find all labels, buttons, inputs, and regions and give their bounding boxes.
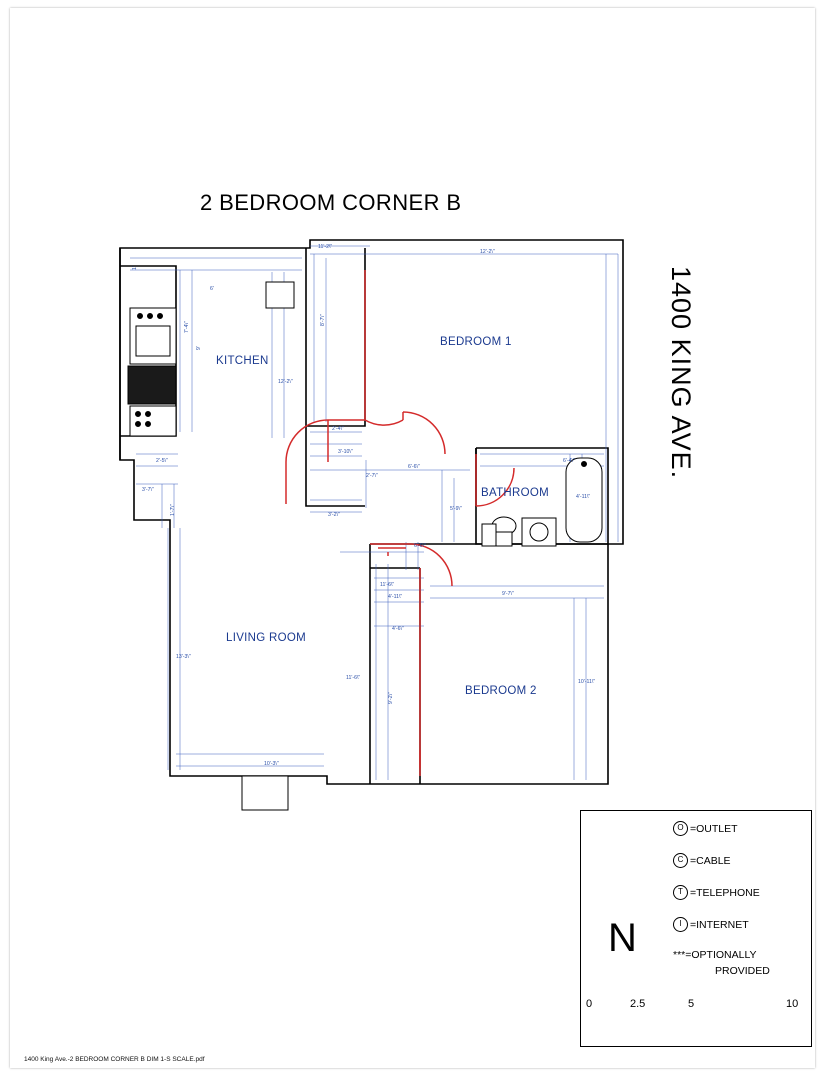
- dimension-label: 4'-11\": [388, 594, 403, 600]
- dimension-label: 12'-2\": [278, 379, 293, 385]
- street-address-title: 1400 KING AVE.: [666, 266, 696, 480]
- dimension-label: 6': [210, 286, 214, 292]
- dimension-label: 4'-11\": [576, 494, 591, 500]
- dimension-label: 9': [196, 346, 202, 350]
- scale-tick-2-5: 2.5: [630, 998, 646, 1010]
- room-label-bedroom-1: BEDROOM 1: [440, 336, 512, 348]
- dimension-label: 1'-7\": [170, 504, 176, 516]
- legend-row-telephone: [673, 885, 760, 900]
- legend-row-internet: [673, 917, 749, 932]
- bathroom-fixtures: [482, 458, 602, 546]
- file-name-footer: 1400 King Ave.-2 BEDROOM CORNER B DIM 1-S SCALE.pdf: [24, 1056, 205, 1063]
- outlet-icon: O: [673, 821, 688, 836]
- floor-plan-sheet: [10, 8, 815, 1068]
- legend-label: =CABLE: [690, 854, 731, 867]
- dimension-label: 9'-7\": [502, 591, 514, 597]
- dimension-label: 2'-5\": [156, 458, 168, 464]
- dimension-label: 2'-7\": [366, 473, 378, 479]
- dimension-label: 13'-3\": [176, 654, 191, 660]
- scale-tick-0: 0: [586, 998, 593, 1010]
- legend-label: =INTERNET: [690, 918, 749, 931]
- dimension-label: 7'-4\": [184, 321, 190, 333]
- dimension-label: 6'-6\": [414, 543, 426, 549]
- entry-fixtures: [242, 776, 288, 810]
- dimension-label: 11'-6\": [346, 675, 361, 681]
- legend-optional-line-1: ***=OPTIONALLY: [673, 949, 757, 961]
- dimension-label: 6'-4\": [563, 458, 575, 464]
- dimension-label: 12'-2\": [480, 249, 495, 255]
- internet-icon: I: [673, 917, 688, 932]
- north-label: N: [608, 916, 637, 960]
- dimension-label: 11'-6\": [380, 582, 395, 588]
- legend-label: =OUTLET: [690, 822, 738, 835]
- dimension-label: 3'-2\": [328, 512, 340, 518]
- dimension-lines: [130, 246, 618, 780]
- dimension-label: 1': [132, 266, 138, 270]
- dimension-label: 5'-9\": [450, 506, 462, 512]
- legend-row-outlet: [673, 821, 738, 836]
- scale-tick-5: 5: [688, 998, 695, 1010]
- dimension-label: 3'-7\": [142, 487, 154, 493]
- legend-label: =TELEPHONE: [690, 886, 760, 899]
- room-label-bedroom-2: BEDROOM 2: [465, 685, 537, 697]
- scale-tick-10: 10: [786, 998, 799, 1010]
- room-label-bathroom: BATHROOM: [481, 487, 549, 499]
- dimension-label: 10'-11\": [578, 679, 596, 685]
- dimension-label: 4'-6\": [392, 626, 404, 632]
- dimension-label: 10'-3\": [264, 761, 279, 767]
- dimension-label: 9'-2\": [388, 692, 394, 704]
- dimension-label: 11'-2\": [318, 244, 333, 250]
- dimension-label: 2'-4\": [332, 426, 344, 432]
- dimension-label: 3'-10\": [338, 449, 353, 455]
- room-label-kitchen: KITCHEN: [216, 355, 269, 367]
- kitchen-fixtures: [128, 282, 294, 436]
- page-title: 2 BEDROOM CORNER B: [200, 190, 462, 215]
- dimension-label: 6'-6\": [408, 464, 420, 470]
- cable-icon: C: [673, 853, 688, 868]
- wall-outline: [120, 240, 623, 784]
- telephone-icon: T: [673, 885, 688, 900]
- legend-row-cable: [673, 853, 731, 868]
- legend-optional-line-2: PROVIDED: [715, 965, 770, 977]
- dimension-label: 8'-7\": [320, 314, 326, 326]
- room-label-living-room: LIVING ROOM: [226, 632, 306, 644]
